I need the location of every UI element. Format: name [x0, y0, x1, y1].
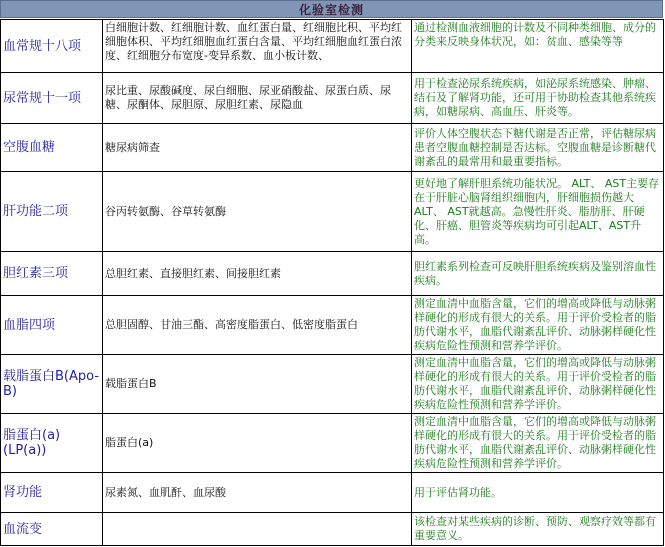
test-items: 总胆红素、直接胆红素、间接胆红素 — [103, 252, 412, 296]
test-items: 谷丙转氨酶、谷草转氨酶 — [103, 172, 412, 252]
table-row — [1, 513, 664, 546]
table-row — [1, 252, 664, 296]
test-name: 脂蛋白(a)(LP(a)) — [1, 414, 103, 473]
lab-test-table — [0, 19, 664, 546]
test-description: 测定血清中血脂含量，它们的增高或降低与动脉粥样硬化的形成有很大的关系。用于评价受检者的脂肪代谢水平，血脂代谢紊乱评价、动脉粥样硬化性疾病危险性预测和营养学评价。 — [412, 355, 664, 414]
test-items: 尿素氮、血肌酐、血尿酸 — [103, 473, 412, 513]
test-items: 脂蛋白(a) — [103, 414, 412, 473]
test-items: 糖尿病筛查 — [103, 124, 412, 172]
table-title: 化验室检测 — [298, 2, 364, 17]
table-row — [1, 73, 664, 124]
table-header — [0, 0, 663, 18]
table-row — [1, 296, 664, 355]
test-description: 胆红素系列检查可反映肝胆系统疾病及鉴别溶血性疾病。 — [412, 252, 664, 296]
test-description: 通过检测血液细胞的计数及不同种类细胞、成分的分类来反映身体状况，如：贫血、感染等等 — [412, 20, 664, 73]
test-name: 肝功能二项 — [1, 172, 103, 252]
test-name: 血常规十八项 — [1, 20, 103, 73]
test-items: 尿比重、尿酸碱度、尿白细胞、尿亚硝酸盐、尿蛋白质、尿糖、尿酮体、尿胆原、尿胆红素、尿隐血 — [103, 73, 412, 124]
test-name: 载脂蛋白B(Apo-B) — [1, 355, 103, 414]
table-row — [1, 473, 664, 513]
table-row — [1, 172, 664, 252]
test-name: 尿常规十一项 — [1, 73, 103, 124]
table-row — [1, 355, 664, 414]
test-description: 评价人体空腹状态下糖代谢是否正常，评估糖尿病患者空腹血糖控制是否达标。空腹血糖是诊断糖代谢紊乱的最常用和最重要指标。 — [412, 124, 664, 172]
test-description: 测定血清中血脂含量，它们的增高或降低与动脉粥样硬化的形成有很大的关系。用于评价受检者的脂肪代谢水平，血脂代谢紊乱评价、动脉粥样硬化性疾病危险性预测和营养学评价。 — [412, 296, 664, 355]
table-row — [1, 124, 664, 172]
test-name: 胆红素三项 — [1, 252, 103, 296]
table-row — [1, 414, 664, 473]
test-description: 更好地了解肝胆系统功能状况。 ALT、 AST主要存在于肝脏心脑肾组织细胞内，肝细胞损伤越大ALT、 AST就越高。急慢性肝炎、脂肪肝、肝硬化、肝癌、胆管炎等疾病均可引起ALT、AST升高。 — [412, 172, 664, 252]
test-items: 白细胞计数、红细胞计数、血红蛋白量、红细胞比积、平均红细胞体积、平均红细胞血红蛋白含量、平均红细胞血红蛋白浓度、红细胞分布宽度-变异系数、血小板计数、 — [103, 20, 412, 73]
test-description: 该检查对某些疾病的诊断、预防、观察疗效等都有重要意义。 — [412, 513, 664, 546]
test-name: 肾功能 — [1, 473, 103, 513]
table-row — [1, 20, 664, 73]
test-name: 空腹血糖 — [1, 124, 103, 172]
test-items: 总胆固醇、甘油三酯、高密度脂蛋白、低密度脂蛋白 — [103, 296, 412, 355]
test-items: 载脂蛋白B — [103, 355, 412, 414]
test-name: 血脂四项 — [1, 296, 103, 355]
test-description: 测定血清中血脂含量，它们的增高或降低与动脉粥样硬化的形成有很大的关系。用于评价受检者的脂肪代谢水平，血脂代谢紊乱评价、动脉粥样硬化性疾病危险性预测和营养学评价。 — [412, 414, 664, 473]
test-description: 用于评估肾功能。 — [412, 473, 664, 513]
test-items — [103, 513, 412, 546]
test-description: 用于检查泌尿系统疾病，如泌尿系统感染、肿瘤、结石及了解肾功能，还可用于协助检查其他系统疾病，如糖尿病、高血压、肝炎等。 — [412, 73, 664, 124]
test-name: 血流变 — [1, 513, 103, 546]
